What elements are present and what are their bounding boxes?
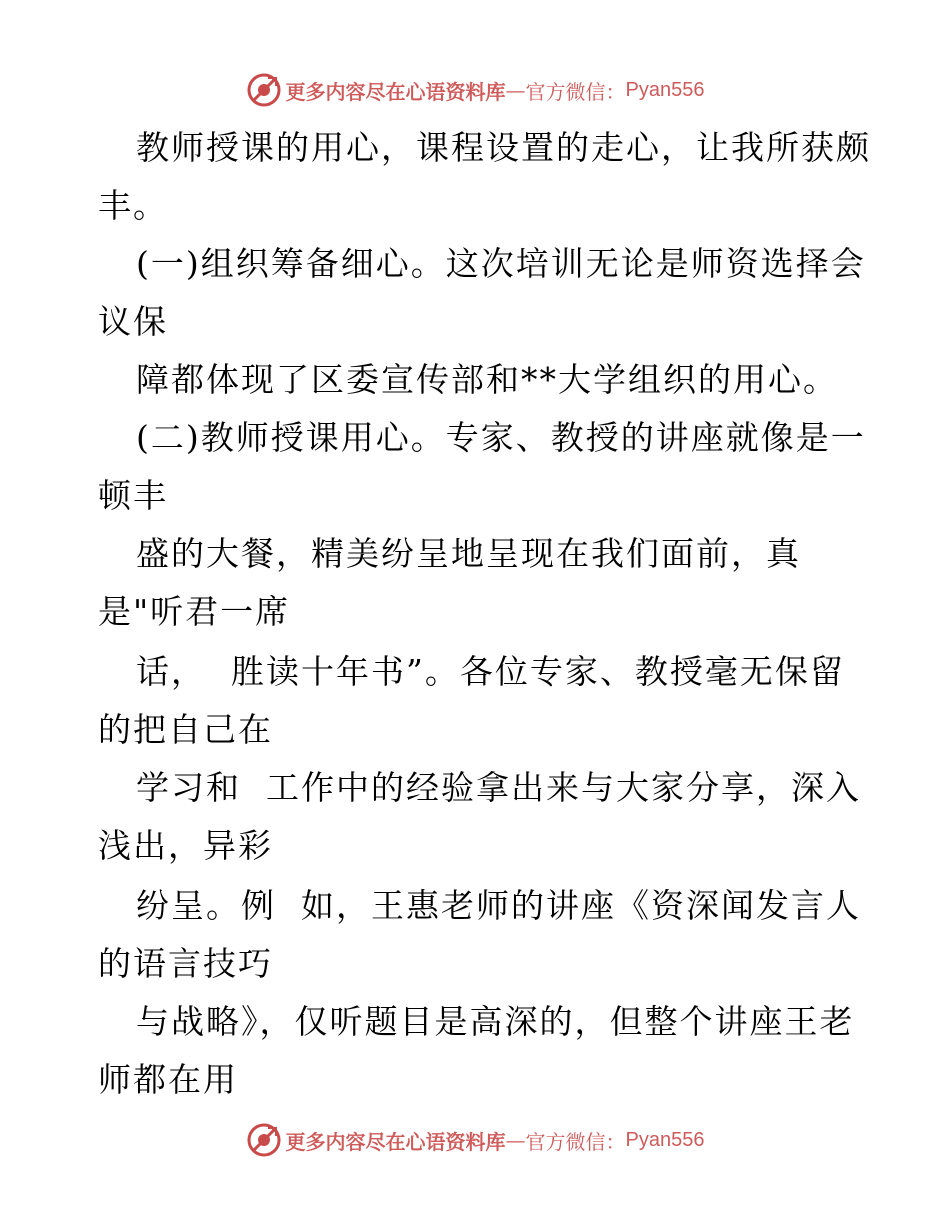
body-line: 障都体现了区委宣传部和**大学组织的用心。: [136, 360, 838, 399]
body-line: 学习和 工作中的经验拿出来与大家分享，深入: [136, 768, 861, 807]
brand-logo-icon: [246, 1122, 282, 1158]
body-line: (二)教师授课用心。专家、教授的讲座就像是一: [136, 418, 866, 457]
brand-logo-icon: [246, 72, 282, 108]
body-line: 师都在用: [98, 1060, 238, 1099]
footer-watermark-banner: [0, 1120, 950, 1160]
banner-separator: —: [505, 1128, 526, 1152]
brand-name: 更多内容尽在心语资料库: [285, 1129, 506, 1154]
wechat-handle: Pyan556: [625, 1128, 705, 1151]
body-line: 话， 胜读十年书”。各位专家、教授毫无保留: [136, 652, 845, 691]
body-line: 的语言技巧: [98, 944, 273, 983]
header-watermark-banner: [0, 70, 950, 110]
official-prefix: 官方微信：: [525, 79, 626, 104]
body-line: 教师授课的用心，课程设置的走心，让我所获颇: [136, 128, 871, 167]
wechat-handle: Pyan556: [625, 78, 705, 101]
body-line: 与战略》，仅听题目是高深的，但整个讲座王老: [136, 1002, 855, 1041]
banner-separator: —: [505, 78, 526, 102]
official-prefix: 官方微信：: [525, 1129, 626, 1154]
body-line: 的把自己在: [98, 710, 273, 749]
body-line: 是"听君一席: [98, 592, 291, 631]
body-line: 纷呈。例 如，王惠老师的讲座《资深闻发言人: [136, 886, 861, 925]
body-line: 议保: [98, 302, 168, 341]
body-line: 丰。: [98, 186, 168, 225]
body-line: 顿丰: [98, 476, 168, 515]
body-line: 盛的大餐，精美纷呈地呈现在我们面前，真: [136, 534, 801, 573]
body-line: 浅出，异彩: [98, 826, 273, 865]
body-line: (一)组织筹备细心。这次培训无论是师资选择会: [136, 244, 866, 283]
brand-name: 更多内容尽在心语资料库: [285, 79, 506, 104]
